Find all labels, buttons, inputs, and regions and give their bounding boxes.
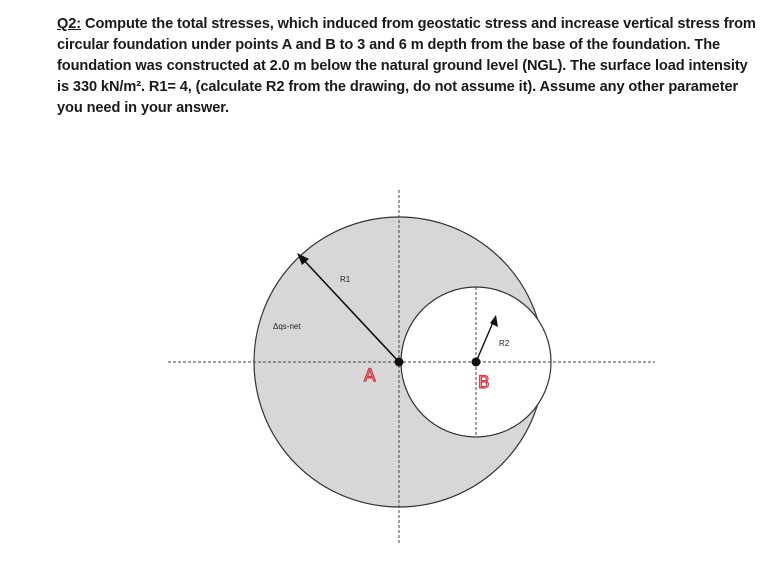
point-a-label: A — [364, 366, 376, 386]
load-label: Δqs-net — [273, 322, 301, 331]
point-a-marker — [395, 358, 404, 367]
point-b-label: B — [478, 373, 490, 393]
r1-label: R1 — [340, 275, 351, 284]
question-body: Compute the total stresses, which induced from geostatic stress and increase vertical stress from circular foundation under points A and B to 3 and 6 m depth from the base of the foundation. The foundation was constructed at 2.0 m below the natural ground level (NGL). The surface load intensity is 330 kN/m². R1= 4, (calculate R2 from the drawing, do not assume it). Assume any other parameter you need in your answer. — [57, 16, 756, 116]
point-b-marker — [472, 358, 481, 367]
question-number: Q2: — [57, 16, 82, 32]
r2-label: R2 — [499, 339, 510, 348]
